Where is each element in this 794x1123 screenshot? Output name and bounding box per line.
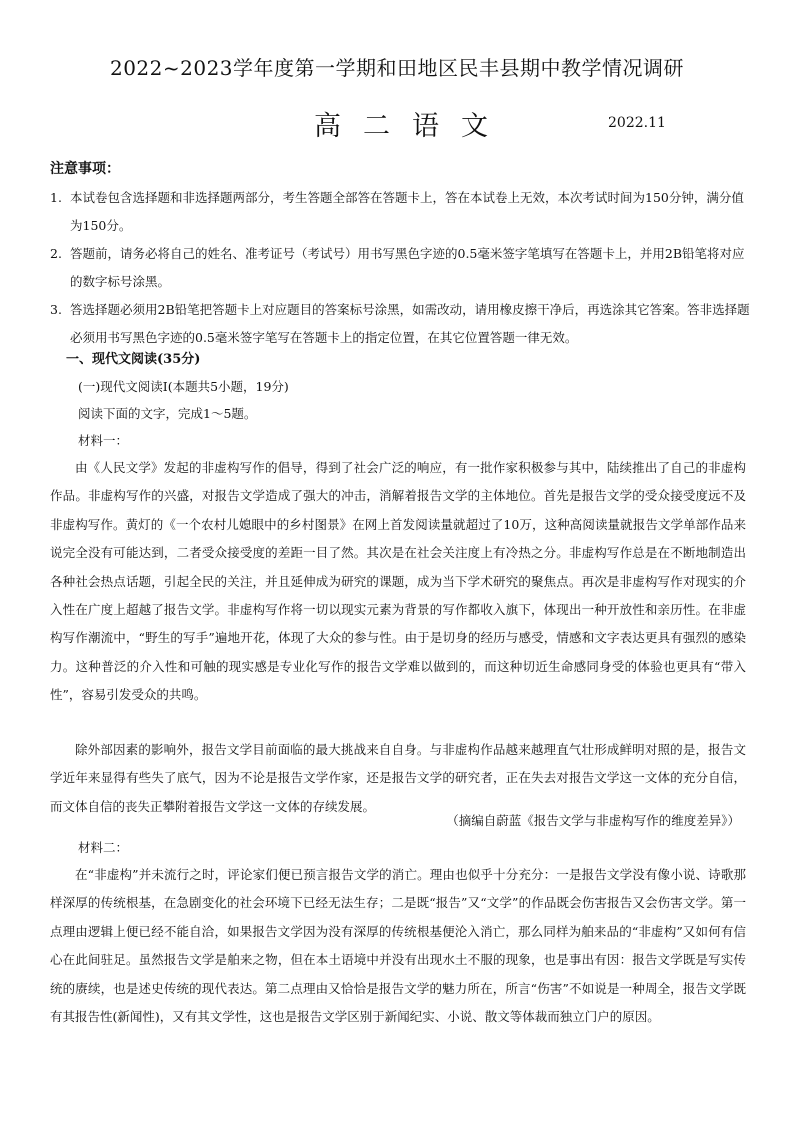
notice-item-number: 2.	[50, 246, 62, 261]
notice-item-number: 1.	[50, 190, 62, 205]
reading-instruction: 阅读下面的文字，完成1～5题。	[78, 406, 257, 421]
notice-item-text: 本试卷包含选择题和非选择题两部分，考生答题全部答在答题卡上，答在本试卷上无效，本次考试时间为150分钟，满分值为150分。	[70, 190, 744, 233]
notice-item	[50, 240, 750, 296]
material-one-source: （摘编自蔚蓝《报告文学与非虚构写作的维度差异》）	[446, 813, 740, 828]
notice-item-text: 答题前，请务必将自己的姓名、准考证号（考试号）用书写黑色字迹的0.5毫米签字笔填写在答题卡上，并用2B铅笔将对应的数字标号涂黑。	[70, 246, 745, 289]
material-one-paragraph-1: 由《人民文学》发起的非虚构写作的倡导，得到了社会广泛的响应，有一批作家积极参与其中，陆续推出了自己的非虚构作品。非虚构写作的兴盛，对报告文学造成了强大的冲击，消解着报告文学的主体地位。首先是报告文学的受众接受度远不及非虚构写作。黄灯的《一个农村儿媳眼中的乡村图景》在网上首发阅读量就超过了10万，这种高阅读量就报告文学单部作品来说完全没有可能达到，二者受众接受度的差距一目了然。其次是在社会关注度上有冷热之分。非虚构写作总是在不断地制造出各种社会热点话题，引起全民的关注，并且延伸成为研究的课题，成为当下学术研究的聚焦点。再次是非虚构写作对现实的介入性在广度上超越了报告文学。非虚构写作将一切以现实元素为背景的写作都收入旗下，体现出一种开放性和亲历性。在非虚构写作潮流中，“野生的写手”遍地开花，体现了大众的参与性。由于是切身的经历与感受，情感和文字表达更具有强烈的感染力。这种普泛的介入性和可触的现实感是专业化写作的报告文学难以做到的，而这种切近生命感同身受的体验也更具有“带入性”，容易引发受众的共鸣。	[50, 460, 746, 703]
notice-item-text: 答选择题必须用2B铅笔把答题卡上对应题目的答案标号涂黑，如需改动，请用橡皮擦干净后，再选涂其它答案。答非选择题必须用书写黑色字迹的0.5毫米签字笔写在答题卡上的指定位置，在其它位置答题一律无效。	[70, 302, 750, 345]
notice-list	[50, 184, 750, 352]
subsection-heading: (一)现代文阅读Ⅰ(本题共5小题，19分)	[78, 379, 289, 394]
material-one-paragraph-2: 除外部因素的影响外，报告文学目前面临的最大挑战来自自身。与非虚构作品越来越理直气壮形成鲜明对照的是，报告文学近年来显得有些失了底气，因为不论是报告文学作家，还是报告文学的研究者，正在失去对报告文学这一文体的充分自信，而文体自信的丧失正攀附着报告文学这一文体的存续发展。	[50, 742, 746, 814]
subject-title: 高二语文	[314, 111, 510, 142]
notice-item	[50, 296, 750, 352]
notice-item-number: 3.	[50, 302, 62, 317]
material-one-label: 材料一：	[78, 433, 129, 448]
notice-item	[50, 184, 750, 240]
exam-title: 2022~2023学年度第一学期和田地区民丰县期中教学情况调研	[109, 56, 685, 80]
material-two-label: 材料二：	[78, 840, 129, 855]
exam-date: 2022.11	[608, 115, 666, 131]
notice-heading: 注意事项：	[50, 161, 120, 177]
material-two-paragraph-1: 在“非虚构”并未流行之时，评论家们便已预言报告文学的消亡。理由也似乎十分充分：一是报告文学没有像小说、诗歌那样深厚的传统根基，在急剧变化的社会环境下已经无法生存；二是既“报告”又“文学”的作品既会伤害报告又会伤害文学。第一点理由逻辑上便已经不能自洽，如果报告文学因为没有深厚的传统根基便沦入消亡，那么同样为舶来品的“非虚构”又如何有信心在此间驻足。虽然报告文学是舶来之物，但在本土语境中并没有出现水土不服的现象，也是事出有因：报告文学既是写实传统的赓续，也是述史传统的现代表达。第二点理由又恰恰是报告文学的魅力所在，所言“伤害”不如说是一种周全，报告文学既有其报告性(新闻性)，又有其文学性，这也是报告文学区别于新闻纪实、小说、散文等体裁而独立门户的原因。	[50, 867, 746, 1025]
section-heading: 一、现代文阅读(35分)	[66, 352, 201, 367]
